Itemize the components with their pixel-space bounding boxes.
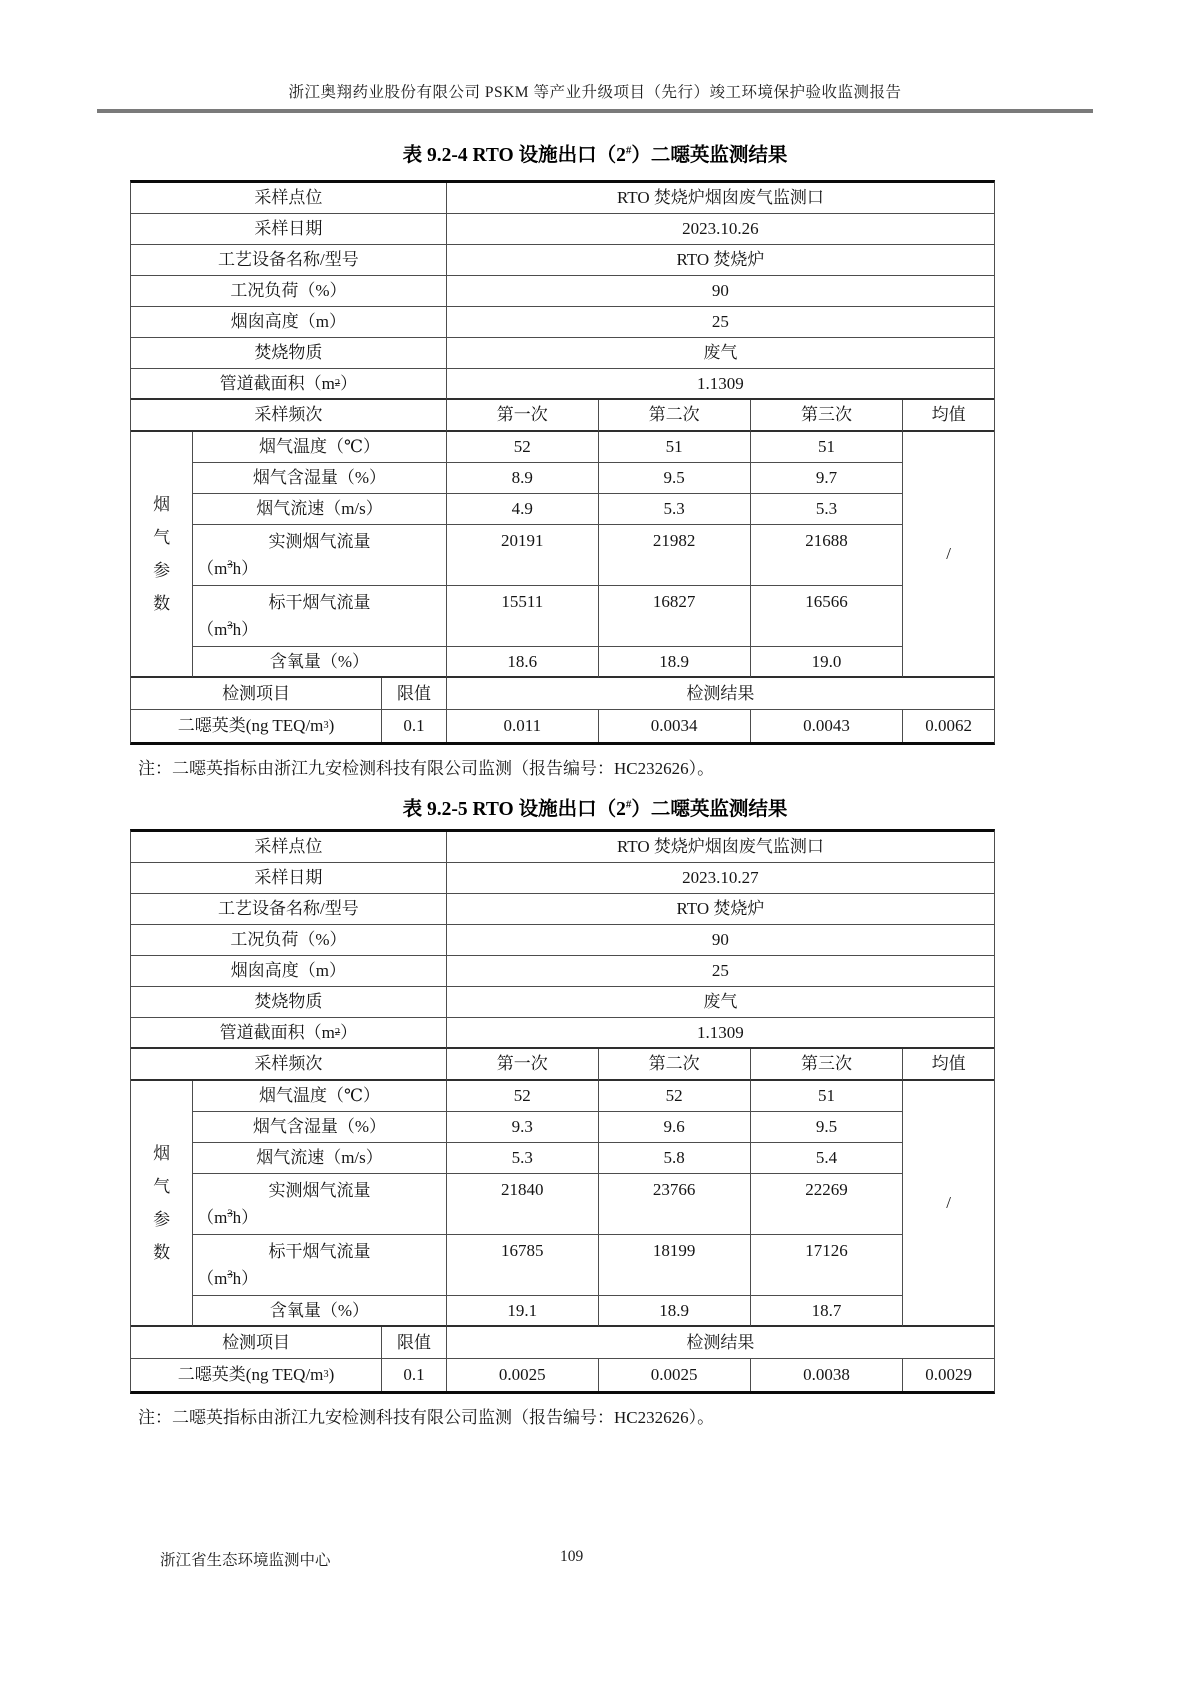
column-header-run3: 第三次: [751, 400, 904, 432]
value-standard-flow-run3: 16566: [751, 586, 904, 647]
dioxin-text: ): [328, 716, 335, 736]
value-oxygen-run1: 19.1: [447, 1296, 599, 1327]
row-label-humidity: 烟气含湿量（%）: [193, 1112, 447, 1143]
row-label-stack-height: 烟囱高度（m）: [131, 307, 447, 338]
column-header-limit: 限值: [382, 1327, 447, 1359]
row-label-humidity: 烟气含湿量（%）: [193, 463, 447, 494]
row-label-standard-flow: [193, 586, 447, 647]
value-humidity-run2: 9.6: [599, 1112, 751, 1143]
row-label-standard-flow: [193, 1235, 447, 1296]
page-number: 109: [560, 1548, 584, 1565]
value-dioxin-mean: 0.0029: [925, 1365, 973, 1385]
table-1-note: 注：二噁英指标由浙江九安检测科技有限公司监测（报告编号：HC232626）。: [138, 759, 715, 778]
column-header-limit: 限值: [382, 678, 447, 710]
value-stack-height: 25: [447, 307, 994, 338]
table-2-info-section: [131, 832, 994, 1049]
value-velocity-run1: 4.9: [447, 494, 599, 525]
value-load: 90: [447, 276, 994, 307]
value-velocity-run2: 5.3: [599, 494, 751, 525]
row-label-oxygen: 含氧量（%）: [193, 1296, 447, 1327]
column-header-result: 检测结果: [447, 1327, 994, 1359]
value-humidity-run1: 9.3: [447, 1112, 599, 1143]
column-header-item: 检测项目: [131, 1327, 382, 1359]
column-header-item: 检测项目: [131, 678, 382, 710]
header-text: 浙江奥翔药业股份有限公司 PSKM 等产业升级项目（先行）竣工环境保护验收监测报告: [288, 84, 902, 101]
value-equipment: RTO 焚烧炉: [447, 245, 994, 276]
row-label-load: 工况负荷（%）: [131, 925, 447, 956]
title-text: 表 9.2-5 RTO 设施出口（2: [402, 799, 626, 820]
value-dioxin-run1: 0.0025: [447, 1359, 599, 1391]
value-dioxin-run3: 0.0043: [751, 710, 904, 742]
table-1-result-section: [131, 678, 994, 742]
column-header-run2: 第二次: [599, 400, 751, 432]
flow-unit-text: h）: [232, 558, 259, 578]
row-label-dioxin: 二噁英类(ng TEQ/m 3 ): [131, 1359, 382, 1391]
standard-flow-text: 标干烟气流量: [268, 593, 371, 613]
table-1-title: [0, 139, 1190, 167]
value-stack-height: 25: [447, 956, 994, 987]
table-1-flue-gas-section: [131, 400, 994, 678]
flow-unit-text: h）: [232, 1207, 259, 1227]
pipe-area-text: 管道截面积（m: [219, 373, 335, 393]
value-standard-flow-run1: 15511: [447, 586, 599, 647]
pipe-area-text: 管道截面积（m: [219, 1022, 335, 1042]
row-label-pipe-area: 管道截面积（m 2 ）: [131, 369, 447, 400]
value-dioxin-mean: 0.0062: [925, 716, 973, 736]
row-label-pipe-area: 管道截面积（m 2 ）: [131, 1018, 447, 1049]
flow-unit: [193, 1269, 446, 1288]
group-label-char: 参: [153, 1210, 171, 1229]
flow-unit-superscript: 3: [227, 1268, 233, 1280]
column-header-mean: 均值: [903, 1049, 994, 1081]
measured-flow-text: 实测烟气流量: [268, 532, 371, 552]
value-temperature-run1: 52: [447, 1081, 599, 1112]
row-label-measured-flow: [193, 1174, 447, 1235]
group-label-char: 数: [153, 1243, 171, 1263]
column-header-run2: 第二次: [599, 1049, 751, 1081]
row-label-sampling-point: 采样点位: [131, 183, 447, 214]
value-material: 废气: [447, 987, 994, 1018]
value-measured-flow-run1: 20191: [447, 525, 599, 586]
value-sampling-date: 2023.10.26: [447, 214, 994, 245]
value-measured-flow-run1: 21840: [447, 1174, 599, 1235]
value-oxygen-run3: 19.0: [751, 647, 904, 678]
title-text: ）二噁英监测结果: [631, 145, 788, 166]
value-equipment: RTO 焚烧炉: [447, 894, 994, 925]
value-mean-placeholder: /: [903, 432, 994, 678]
group-label-char: 气: [153, 527, 171, 547]
measured-flow-text: 实测烟气流量: [268, 1181, 371, 1201]
value-pipe-area: 1.1309: [447, 1018, 994, 1049]
group-label-char: 烟: [153, 1143, 171, 1163]
row-label-frequency: 采样频次: [131, 1049, 447, 1081]
flow-unit-text: （m: [197, 1268, 228, 1288]
value-oxygen-run2: 18.9: [599, 1296, 751, 1327]
flow-unit-text: h）: [232, 1268, 259, 1288]
column-header-run3: 第三次: [751, 1049, 904, 1081]
header-divider: [97, 109, 1093, 113]
row-label-sampling-date: 采样日期: [131, 214, 447, 245]
column-header-run1: 第一次: [447, 400, 599, 432]
dioxin-text: 二噁英类(ng TEQ/m: [177, 716, 324, 736]
value-sampling-point: RTO 焚烧炉烟囱废气监测口: [447, 832, 994, 863]
table-2-title: [0, 793, 1190, 821]
pipe-area-text: ）: [340, 373, 358, 393]
value-oxygen-run1: 18.6: [447, 647, 599, 678]
row-label-sampling-date: 采样日期: [131, 863, 447, 894]
value-temperature-run1: 52: [447, 432, 599, 463]
value-velocity-run3: 5.3: [751, 494, 904, 525]
dioxin-text: ): [328, 1365, 335, 1385]
value-standard-flow-run2: 18199: [599, 1235, 751, 1296]
value-humidity-run3: 9.7: [751, 463, 904, 494]
row-label-material: 焚烧物质: [131, 987, 447, 1018]
row-label-material: 焚烧物质: [131, 338, 447, 369]
value-dioxin-run2: 0.0025: [599, 1359, 751, 1391]
value-dioxin-limit: 0.1: [382, 710, 447, 742]
row-label-stack-height: 烟囱高度（m）: [131, 956, 447, 987]
flow-unit-text: （m: [197, 619, 228, 639]
value-standard-flow-run3: 17126: [751, 1235, 904, 1296]
title-text: 表 9.2-4 RTO 设施出口（2: [402, 145, 626, 166]
flow-unit-text: （m: [197, 558, 228, 578]
flow-unit-text: （m: [197, 1207, 228, 1227]
row-label-oxygen: 含氧量（%）: [193, 647, 447, 678]
column-header-mean: 均值: [903, 400, 994, 432]
value-measured-flow-run2: 23766: [599, 1174, 751, 1235]
value-dioxin-run1: 0.011: [447, 710, 599, 742]
document-header: [0, 0, 1190, 102]
row-label-load: 工况负荷（%）: [131, 276, 447, 307]
column-header-result: 检测结果: [447, 678, 994, 710]
value-velocity-run2: 5.8: [599, 1143, 751, 1174]
group-label-flue-gas-parameters: [131, 1081, 193, 1327]
table-1-info-section: [131, 183, 994, 400]
value-dioxin-run2: 0.0034: [599, 710, 751, 742]
value-temperature-run3: 51: [751, 1081, 904, 1112]
value-pipe-area: 1.1309: [447, 369, 994, 400]
flow-unit: [193, 620, 446, 639]
standard-flow-text: 标干烟气流量: [268, 1242, 371, 1262]
value-dioxin-run3: 0.0038: [751, 1359, 904, 1391]
table-2-note: 注：二噁英指标由浙江九安检测科技有限公司监测（报告编号：HC232626）。: [138, 1408, 715, 1427]
monitoring-table-2: [130, 829, 995, 1394]
row-label-sampling-point: 采样点位: [131, 832, 447, 863]
value-humidity-run2: 9.5: [599, 463, 751, 494]
title-text: ）二噁英监测结果: [631, 799, 788, 820]
value-sampling-date: 2023.10.27: [447, 863, 994, 894]
group-label-char: 烟: [153, 494, 171, 514]
group-label-char: 气: [153, 1176, 171, 1196]
flow-unit-superscript: 3: [227, 558, 233, 570]
row-label-velocity: 烟气流速（m/s）: [193, 494, 447, 525]
dioxin-text: 二噁英类(ng TEQ/m: [177, 1365, 324, 1385]
title-superscript: #: [625, 144, 632, 157]
flow-unit: [193, 559, 446, 578]
group-label-char: 数: [153, 594, 171, 614]
row-label-temperature: 烟气温度（℃）: [193, 1081, 447, 1112]
value-mean-placeholder: /: [903, 1081, 994, 1327]
title-superscript: #: [625, 798, 632, 811]
value-temperature-run2: 52: [599, 1081, 751, 1112]
value-measured-flow-run3: 22269: [751, 1174, 904, 1235]
row-label-temperature: 烟气温度（℃）: [193, 432, 447, 463]
value-measured-flow-run2: 21982: [599, 525, 751, 586]
value-oxygen-run3: 18.7: [751, 1296, 904, 1327]
table-2-flue-gas-section: [131, 1049, 994, 1327]
value-temperature-run3: 51: [751, 432, 904, 463]
flow-unit-text: h）: [232, 619, 259, 639]
flow-unit: [193, 1208, 446, 1227]
table-2-result-section: [131, 1327, 994, 1391]
row-label-measured-flow: [193, 525, 447, 586]
value-material: 废气: [447, 338, 994, 369]
pipe-area-text: ）: [340, 1022, 358, 1042]
value-load: 90: [447, 925, 994, 956]
value-humidity-run1: 8.9: [447, 463, 599, 494]
value-standard-flow-run1: 16785: [447, 1235, 599, 1296]
flow-unit-superscript: 3: [227, 1207, 233, 1219]
row-label-velocity: 烟气流速（m/s）: [193, 1143, 447, 1174]
row-label-dioxin: 二噁英类(ng TEQ/m 3 ): [131, 710, 382, 742]
value-velocity-run1: 5.3: [447, 1143, 599, 1174]
value-dioxin-limit: 0.1: [382, 1359, 447, 1391]
group-label-char: 参: [153, 561, 171, 580]
value-velocity-run3: 5.4: [751, 1143, 904, 1174]
footer-organization: 浙江省生态环境监测中心: [160, 1552, 331, 1569]
monitoring-table-1: [130, 180, 995, 745]
value-temperature-run2: 51: [599, 432, 751, 463]
value-oxygen-run2: 18.9: [599, 647, 751, 678]
column-header-run1: 第一次: [447, 1049, 599, 1081]
row-label-equipment: 工艺设备名称/型号: [131, 245, 447, 276]
row-label-equipment: 工艺设备名称/型号: [131, 894, 447, 925]
value-sampling-point: RTO 焚烧炉烟囱废气监测口: [447, 183, 994, 214]
group-label-flue-gas-parameters: [131, 432, 193, 678]
flow-unit-superscript: 3: [227, 619, 233, 631]
value-humidity-run3: 9.5: [751, 1112, 904, 1143]
value-measured-flow-run3: 21688: [751, 525, 904, 586]
row-label-frequency: 采样频次: [131, 400, 447, 432]
value-standard-flow-run2: 16827: [599, 586, 751, 647]
